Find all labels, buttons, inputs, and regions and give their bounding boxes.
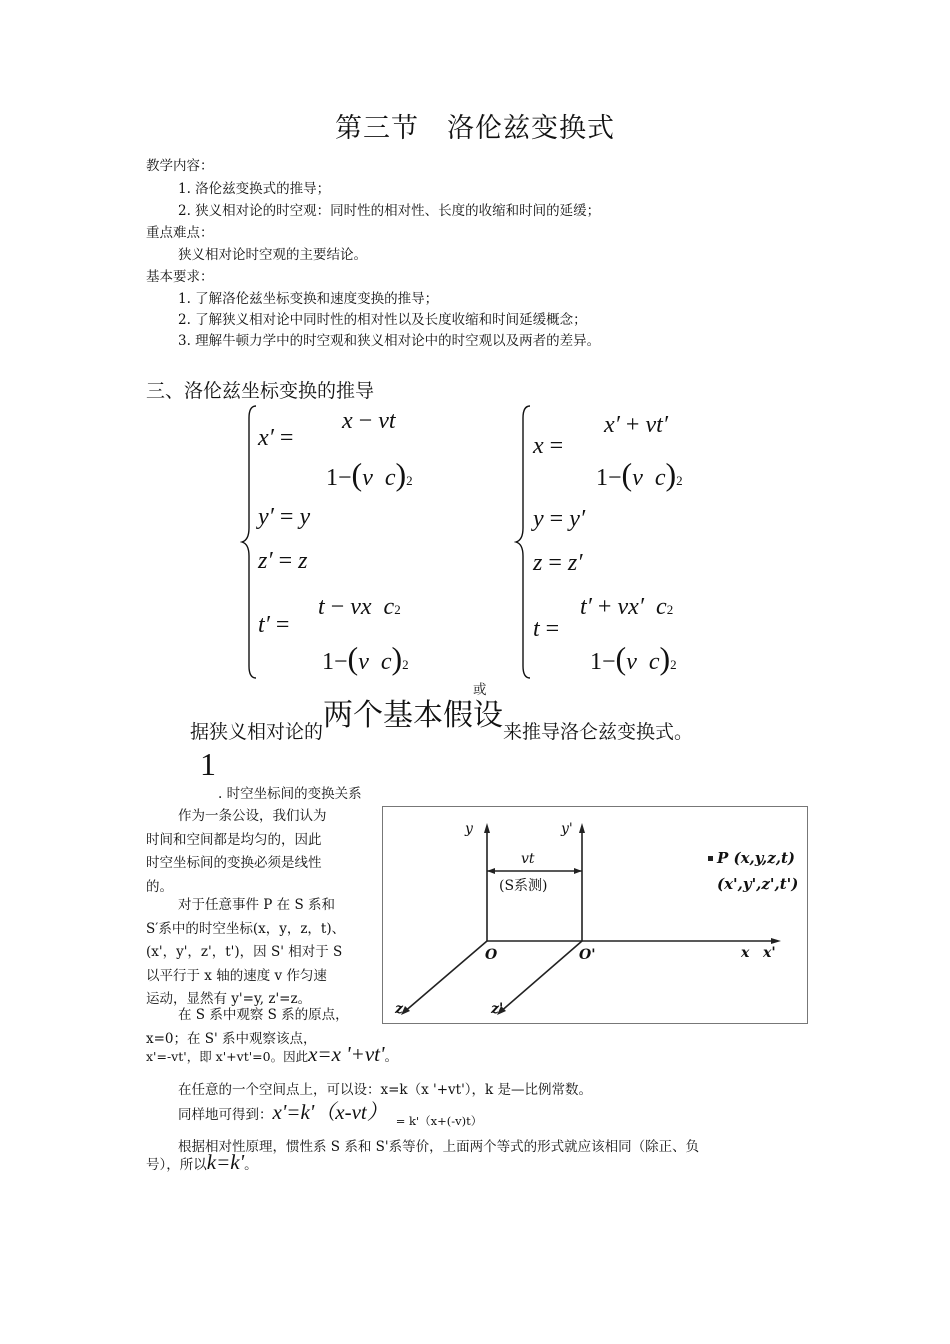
equation-k: k=k' [206,1150,245,1174]
x-axis-label: x [741,945,750,961]
lead-pre: 据狭义相对论的 [190,721,324,743]
paragraph-2 [146,894,372,1012]
text-run: 同样地可得到： [178,1107,273,1123]
text-line: 以平行于 x 轴的速度 v 作匀速 [146,967,327,984]
y-prime-axis-label: y' [561,821,573,837]
section-heading: 三、洛伦兹坐标变换的推导 [146,380,375,402]
text-line: 作为一条公设，我们认为 [178,808,327,824]
left-brace [240,404,260,680]
text-line: 在 S 系中观察 S 系的原点， [178,1007,349,1023]
text-run: x'=-vt'，即 x'+vt'=0。因此 [146,1049,309,1064]
x-prime-axis-label: x' [763,945,776,961]
req-item: 3. 理解牛顿力学中的时空观和狭义相对论中的时空观以及两者的差异。 [178,333,601,349]
text-line: 时间和空间都是均匀的，因此 [146,831,322,848]
right-brace [514,404,534,680]
paragraph-4: 在任意的一个空间点上，可以设：x=k（x '+vt'），k 是—比例常数。 [178,1082,593,1098]
page-title: 第三节 洛伦兹变换式 [335,113,615,144]
event-p-prime-label: (x',y',z',t') [717,875,799,893]
text-line: 的。 [146,878,173,895]
origin-o-prime-label: O' [579,947,596,963]
paragraph-5 [178,1096,482,1126]
vt-label: vt [521,851,535,867]
lead-post: 来推导洛仑兹变换式。 [503,721,694,743]
key-label: 重点难点： [146,225,214,241]
req-item: 2. 了解狭义相对论中同时性的相对性以及长度收缩和时间延缓概念； [178,312,587,328]
text-line: 运动，显然有 y'=y, z'=z。 [146,991,312,1007]
y-axis-label: y [465,821,473,837]
content-item: 2. 狭义相对论的时空观：同时性的相对性、长度的收缩和时间的延缓； [178,203,601,219]
z-prime-axis-label: z' [491,1001,504,1017]
equation-x: x=x '+vt' [308,1042,385,1066]
content-label: 教学内容： [146,158,214,174]
lead-big: 两个基本假设 [323,698,504,733]
equation-x-prime: x'=k'（x-vt） [272,1100,388,1124]
req-label: 基本要求： [146,269,214,285]
paragraph-3-last [146,1042,398,1067]
paragraph-1 [146,805,372,899]
text-run: 。 [244,1157,258,1173]
subsection-title: . 时空坐标间的变换关系 [218,786,362,802]
z-axis-label: z [395,1001,403,1017]
coordinate-figure [382,806,808,1024]
paragraph-6-line-1: 根据相对性原理，惯性系 S 系和 S'系等价，上面两个等式的形式就应该相同（除正、负 [178,1139,700,1155]
figure-drawing [383,807,807,1023]
paragraph-6-line-2 [146,1150,258,1175]
event-p-label: P (x,y,z,t) [717,849,796,867]
req-item: 1. 了解洛伦兹坐标变换和速度变换的推导； [178,291,439,307]
text-run: = k'（x+(-v)t） [395,1114,483,1128]
or-text: 或 [473,682,487,698]
text-run: 。 [384,1049,398,1065]
text-line: 时空坐标间的变换必须是线性 [146,855,322,871]
subsection-number: 1 [200,746,216,782]
text-line: (x'，y'，z'，t')，因 S' 相对于 S [146,944,343,960]
text-line: x=0；在 S' 系中观察该点， [146,1030,317,1047]
key-text: 狭义相对论时空观的主要结论。 [178,247,367,263]
s-frame-label: (S系测) [499,878,548,894]
text-line: S′系中的时空坐标(x，y，z，t)、 [146,920,346,937]
lead-sentence [190,700,693,752]
text-line: 对于任意事件 P 在 S 系和 [178,897,335,913]
text-run: 号），所以 [146,1157,207,1173]
origin-o-label: O [485,947,498,963]
content-item: 1. 洛伦兹变换式的推导； [178,181,331,197]
